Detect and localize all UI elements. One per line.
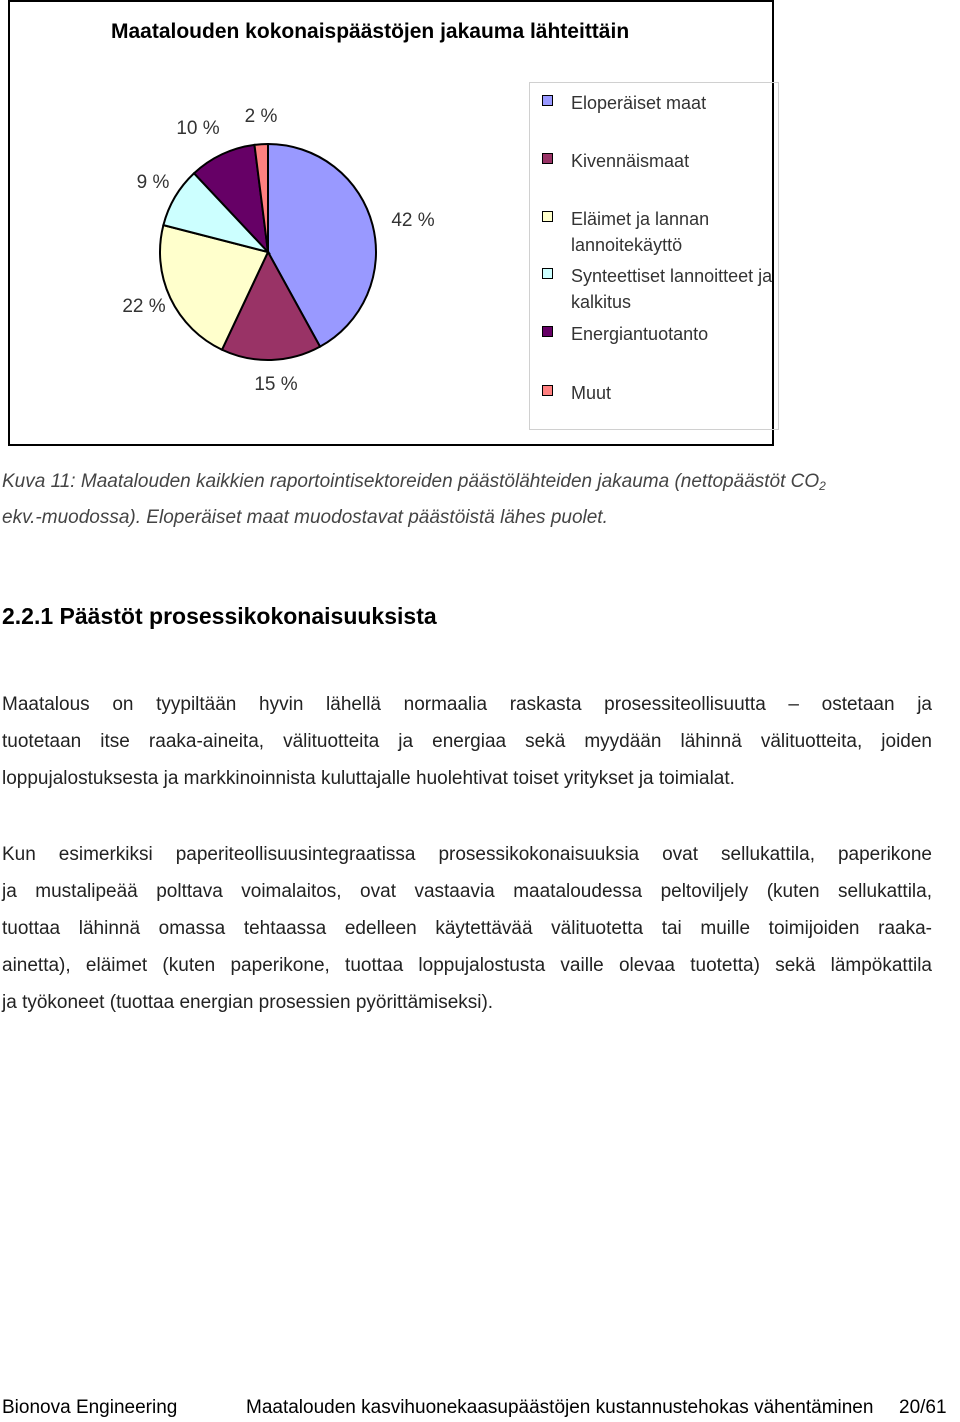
- pie-data-label: 42 %: [391, 210, 435, 231]
- paragraph-line: tuottaa lähinnä omassa tehtaassa edelleen käytettävää välituotetta tai muille toimijoiden raaka-: [2, 918, 932, 939]
- chart-title: Maatalouden kokonaispäästöjen jakauma lähteittäin: [111, 20, 630, 43]
- pie-data-label: 9 %: [136, 172, 170, 193]
- legend-label: Muut: [571, 383, 612, 403]
- figure-caption: [2, 466, 957, 534]
- legend-label: Energiantuotanto: [571, 324, 709, 344]
- paragraph-line: ja mustalipeää polttava voimalaitos, ovat vastaavia maataloudessa peltoviljely (kuten sellukattila,: [2, 881, 932, 902]
- paragraph-line: ja työkoneet (tuottaa energian prosessien pyörittämiseksi).: [2, 992, 494, 1013]
- pie-data-label: 10 %: [176, 118, 220, 139]
- legend-label: Kivennäismaat: [571, 151, 690, 171]
- legend-label: Eloperäiset maat: [571, 93, 707, 113]
- legend-swatch: [542, 268, 553, 279]
- paragraph-line: ainetta), eläimet (kuten paperikone, tuottaa loppujalostusta vaille olevaa tuotetta) sekä lämpökattila: [2, 955, 932, 976]
- paragraph-line: Maatalous on tyypiltään hyvin lähellä normaalia raskasta prosessiteollisuutta – ostetaan ja: [2, 694, 932, 715]
- chart-legend: [529, 82, 779, 430]
- pie-data-label: 22 %: [122, 296, 166, 317]
- legend-label: Synteettiset lannoitteet ja kalkitus: [571, 266, 773, 312]
- section-heading: 2.2.1 Päästöt prosessikokonaisuuksista: [2, 603, 437, 629]
- footer-company: Bionova Engineering: [2, 1397, 178, 1418]
- caption-subscript: 2: [819, 479, 826, 493]
- pie-data-label: 15 %: [254, 374, 298, 395]
- paragraph-2: [2, 836, 932, 1021]
- legend-swatch: [542, 326, 553, 337]
- legend-swatch: [542, 385, 553, 396]
- legend-swatch: [542, 95, 553, 106]
- page-footer: [0, 1397, 960, 1422]
- footer-page-number: 20/61: [899, 1397, 947, 1418]
- legend-swatch: [542, 211, 553, 222]
- legend-swatch: [542, 153, 553, 164]
- chart-frame: [8, 0, 774, 446]
- legend-label: Eläimet ja lannan lannoitekäyttö: [571, 209, 710, 255]
- paragraph-line: tuotetaan itse raaka-aineita, välituotteita ja energiaa sekä myydään lähinnä välituotteita, joiden: [2, 731, 932, 752]
- paragraph-line: loppujalostuksesta ja markkinoinnista kuluttajalle huolehtivat toiset yritykset ja toimialat.: [2, 768, 735, 789]
- caption-line-2: ekv.-muodossa). Eloperäiset maat muodostavat päästöistä lähes puolet.: [2, 507, 608, 528]
- pie-data-label: 2 %: [244, 106, 278, 127]
- paragraph-1: [2, 686, 932, 797]
- footer-document-title: Maatalouden kasvihuonekaasupäästöjen kustannustehokas vähentäminen: [246, 1397, 874, 1418]
- caption-line-1: Kuva 11: Maatalouden kaikkien raportointisektoreiden päästölähteiden jakauma (nettopäästöt CO: [2, 471, 820, 492]
- pie-chart: [10, 2, 530, 442]
- paragraph-line: Kun esimerkiksi paperiteollisuusintegraatissa prosessikokonaisuuksia ovat sellukattila, paperikone: [2, 844, 932, 865]
